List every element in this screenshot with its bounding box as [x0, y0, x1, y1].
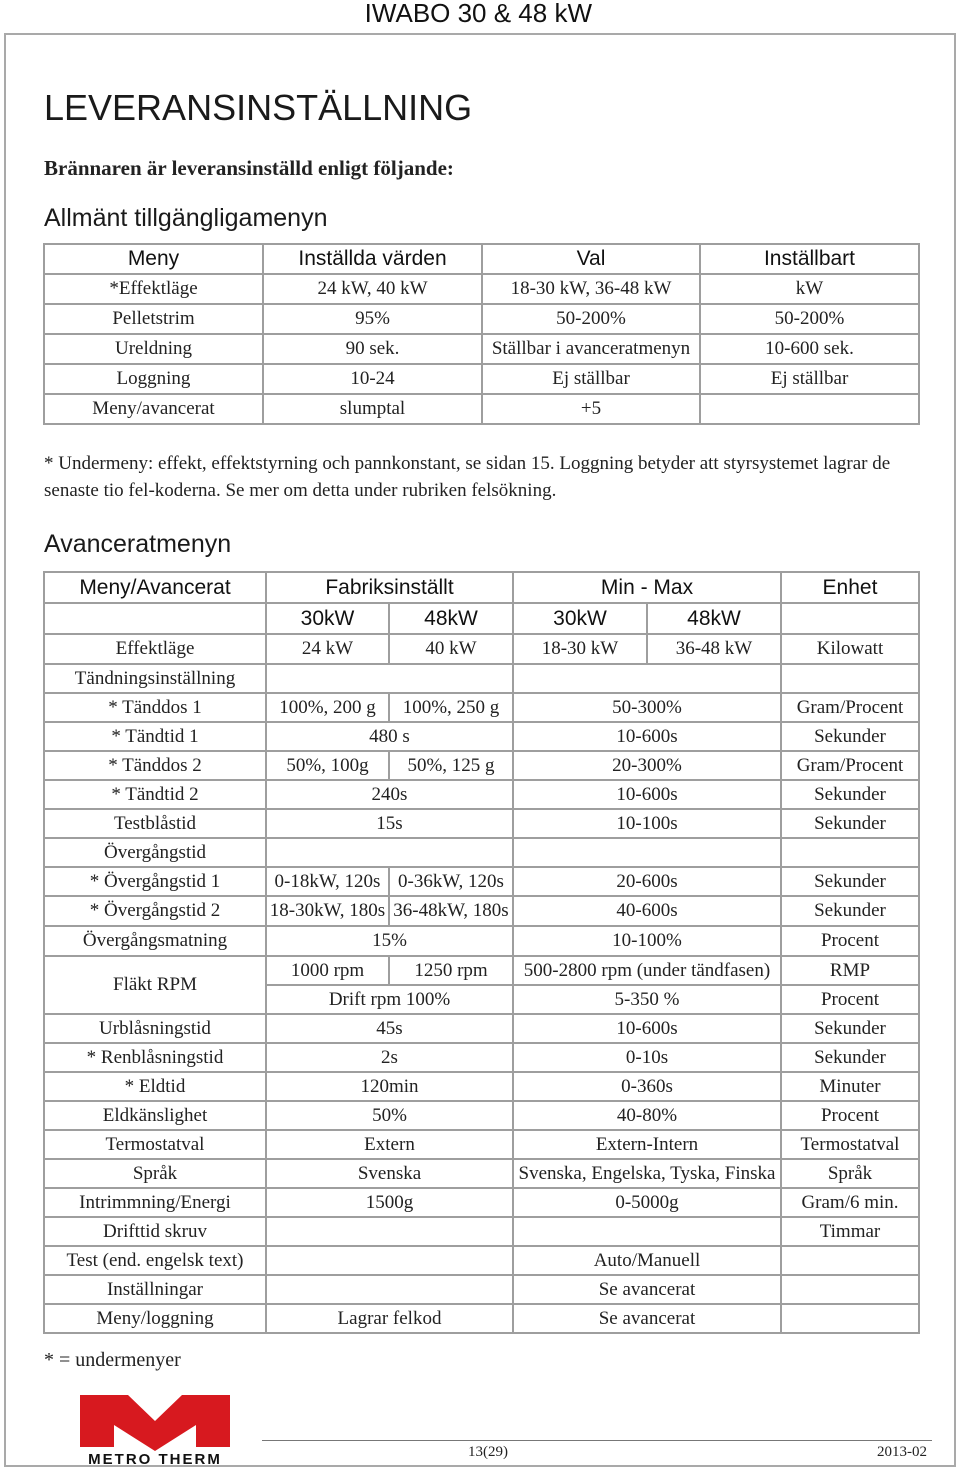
cell-factory-30: 24 kW — [266, 634, 389, 664]
cell-factory-48: 100%, 250 g — [389, 693, 513, 722]
cell-unit: Kilowatt — [781, 634, 919, 664]
empty-cell — [266, 664, 513, 693]
table-row — [44, 1130, 919, 1159]
cell-factory — [266, 1275, 513, 1304]
cell-minmax: 10-600s — [513, 1014, 781, 1043]
cell-factory-48: 0-36kW, 120s — [389, 867, 513, 896]
cell-minmax: Se avancerat — [513, 1304, 781, 1333]
cell-factory-48: 36-48kW, 180s — [389, 896, 513, 926]
cell-unit: Språk — [781, 1159, 919, 1188]
cell: 10-24 — [263, 364, 482, 394]
row-label: Intrimmning/Energi — [44, 1188, 266, 1217]
cell: slumptal — [263, 394, 482, 424]
empty-cell — [513, 838, 781, 867]
row-label: Termostatval — [44, 1130, 266, 1159]
cell-factory: 15s — [266, 809, 513, 838]
cell-unit — [781, 1304, 919, 1333]
cell-unit: Minuter — [781, 1072, 919, 1101]
cell: Meny/avancerat — [44, 394, 263, 424]
cell-factory-48: 1250 rpm — [389, 956, 513, 985]
cell-minmax: Extern-Intern — [513, 1130, 781, 1159]
row-label: Övergångstid — [44, 838, 266, 867]
table-row — [44, 304, 919, 334]
cell-minmax: Se avancerat — [513, 1275, 781, 1304]
cell-factory: Drift rpm 100% — [266, 985, 513, 1014]
cell-minmax: 50-300% — [513, 693, 781, 722]
table-row — [44, 896, 919, 926]
cell-unit: Procent — [781, 1101, 919, 1130]
table-row — [44, 364, 919, 394]
cell-factory-30: 1000 rpm — [266, 956, 389, 985]
cell-unit — [781, 1275, 919, 1304]
cell-factory: 1500g — [266, 1188, 513, 1217]
row-label: Språk — [44, 1159, 266, 1188]
cell-unit: Sekunder — [781, 1014, 919, 1043]
table-row — [44, 1014, 919, 1043]
cell-minmax: 40-80% — [513, 1101, 781, 1130]
table-row — [44, 274, 919, 304]
empty-cell — [781, 603, 919, 634]
cell-minmax: 40-600s — [513, 896, 781, 926]
cell-factory-30: 18-30kW, 180s — [266, 896, 389, 926]
row-label: * Tänddos 1 — [44, 693, 266, 722]
table-row — [44, 780, 919, 809]
table-row — [44, 334, 919, 364]
cell-unit: Procent — [781, 985, 919, 1014]
subheader-factory-48kw: 48kW — [389, 603, 513, 634]
cell: Ej ställbar — [700, 364, 919, 394]
intro-text: Brännaren är leveransinställd enligt följande: — [44, 156, 454, 180]
cell-factory: Lagrar felkod — [266, 1304, 513, 1333]
row-label: Tändningsinställning — [44, 664, 266, 693]
cell: 95% — [263, 304, 482, 334]
logo-m-shape — [80, 1395, 230, 1451]
table-row — [44, 809, 919, 838]
advanced-menu-table — [43, 571, 920, 1334]
row-label: * Tänddos 2 — [44, 751, 266, 780]
row-label: Drifttid skruv — [44, 1217, 266, 1246]
column-header-menu: Meny/Avancerat — [44, 572, 266, 603]
cell: 50-200% — [700, 304, 919, 334]
table-row — [44, 1275, 919, 1304]
table-row — [44, 751, 919, 780]
column-header-factory: Fabriksinställt — [266, 572, 513, 603]
cell-factory — [266, 1217, 513, 1246]
cell-unit: Gram/Procent — [781, 751, 919, 780]
cell-unit: Gram/Procent — [781, 693, 919, 722]
cell-minmax: 0-10s — [513, 1043, 781, 1072]
row-label: Fläkt RPM — [44, 956, 266, 1014]
cell-factory: 45s — [266, 1014, 513, 1043]
cell-factory: Svenska — [266, 1159, 513, 1188]
row-label: Testblåstid — [44, 809, 266, 838]
cell-factory-48: 50%, 125 g — [389, 751, 513, 780]
cell-unit: Gram/6 min. — [781, 1188, 919, 1217]
page-title: LEVERANSINSTÄLLNING — [44, 87, 473, 128]
cell-minmax: 0-5000g — [513, 1188, 781, 1217]
cell: +5 — [482, 394, 700, 424]
cell-minmax: Auto/Manuell — [513, 1246, 781, 1275]
cell-factory: 240s — [266, 780, 513, 809]
cell-factory: 2s — [266, 1043, 513, 1072]
row-label: Test (end. engelsk text) — [44, 1246, 266, 1275]
cell: *Effektläge — [44, 274, 263, 304]
cell-minmax-48: 36-48 kW — [647, 634, 781, 664]
row-label: Inställningar — [44, 1275, 266, 1304]
cell-minmax — [513, 1217, 781, 1246]
submenu-legend: * = undermenyer — [44, 1349, 181, 1371]
cell-unit: Sekunder — [781, 1043, 919, 1072]
table-row — [44, 1304, 919, 1333]
row-label: * Renblåsningstid — [44, 1043, 266, 1072]
row-label: Urblåsningstid — [44, 1014, 266, 1043]
footer-divider — [262, 1440, 932, 1441]
submenu-footnote: * Undermeny: effekt, effektstyrning och pannkonstant, se sidan 15. Loggning betyder att styrsystemet lagrar de senaste tio fel-koderna. Se mer om detta under rubriken felsökning. — [44, 453, 891, 501]
empty-cell — [781, 664, 919, 693]
document-header-title: IWABO 30 & 48 kW — [364, 0, 592, 28]
cell-factory: 480 s — [266, 722, 513, 751]
cell-minmax: 10-600s — [513, 722, 781, 751]
empty-cell — [44, 603, 266, 634]
table-row — [44, 956, 919, 985]
cell-factory-30: 100%, 200 g — [266, 693, 389, 722]
row-label: Eldkänslighet — [44, 1101, 266, 1130]
table-row — [44, 1043, 919, 1072]
cell-unit: Sekunder — [781, 722, 919, 751]
table-row — [44, 394, 919, 424]
cell: Loggning — [44, 364, 263, 394]
table-header-row — [44, 572, 919, 603]
row-label: Övergångsmatning — [44, 926, 266, 956]
cell-unit: Sekunder — [781, 896, 919, 926]
row-label: * Tändtid 2 — [44, 780, 266, 809]
table-row — [44, 1246, 919, 1275]
cell-unit: Termostatval — [781, 1130, 919, 1159]
cell-minmax: 10-100% — [513, 926, 781, 956]
cell-minmax: Svenska, Engelska, Tyska, Finska — [513, 1159, 781, 1188]
empty-cell — [513, 664, 781, 693]
cell-unit: RMP — [781, 956, 919, 985]
column-header: Meny — [44, 244, 263, 274]
table-row — [44, 926, 919, 956]
cell: 90 sek. — [263, 334, 482, 364]
cell-minmax: 20-300% — [513, 751, 781, 780]
section-title-general-menu: Allmänt tillgängligamenyn — [44, 204, 328, 232]
cell-minmax: 10-100s — [513, 809, 781, 838]
subheader-minmax-30kw: 30kW — [513, 603, 647, 634]
cell: Ureldning — [44, 334, 263, 364]
cell: 24 kW, 40 kW — [263, 274, 482, 304]
cell: Ej ställbar — [482, 364, 700, 394]
row-label: Meny/loggning — [44, 1304, 266, 1333]
table-row — [44, 1072, 919, 1101]
table-row — [44, 634, 919, 664]
page-number: 13(29) — [468, 1444, 508, 1460]
table-row — [44, 1101, 919, 1130]
empty-cell — [781, 838, 919, 867]
table-row — [44, 664, 919, 693]
cell: Pelletstrim — [44, 304, 263, 334]
cell-factory-30: 0-18kW, 120s — [266, 867, 389, 896]
cell-minmax: 5-350 % — [513, 985, 781, 1014]
cell: 50-200% — [482, 304, 700, 334]
cell-factory-48: 40 kW — [389, 634, 513, 664]
subheader-minmax-48kw: 48kW — [647, 603, 781, 634]
table-subheader-row — [44, 603, 919, 634]
cell: 18-30 kW, 36-48 kW — [482, 274, 700, 304]
cell — [700, 394, 919, 424]
row-label: Effektläge — [44, 634, 266, 664]
cell-minmax: 20-600s — [513, 867, 781, 896]
column-header: Inställbart — [700, 244, 919, 274]
cell-factory: 15% — [266, 926, 513, 956]
row-label: * Eldtid — [44, 1072, 266, 1101]
cell-minmax-30: 18-30 kW — [513, 634, 647, 664]
general-menu-table — [43, 243, 920, 425]
section-title-advanced-menu: Avanceratmenyn — [44, 530, 232, 558]
cell-minmax: 0-360s — [513, 1072, 781, 1101]
cell: kW — [700, 274, 919, 304]
column-header: Inställda värden — [263, 244, 482, 274]
cell-factory: 50% — [266, 1101, 513, 1130]
cell-minmax: 10-600s — [513, 780, 781, 809]
row-label: * Övergångstid 1 — [44, 867, 266, 896]
table-row — [44, 1188, 919, 1217]
table-row — [44, 693, 919, 722]
table-row — [44, 1217, 919, 1246]
cell-unit: Sekunder — [781, 867, 919, 896]
row-label: * Tändtid 1 — [44, 722, 266, 751]
cell-unit: Sekunder — [781, 780, 919, 809]
empty-cell — [266, 838, 513, 867]
column-header: Val — [482, 244, 700, 274]
cell-unit: Timmar — [781, 1217, 919, 1246]
table-row — [44, 1159, 919, 1188]
cell-factory — [266, 1246, 513, 1275]
cell: Ställbar i avanceratmenyn — [482, 334, 700, 364]
cell: 10-600 sek. — [700, 334, 919, 364]
logo-wordmark: METRO THERM — [88, 1451, 222, 1468]
table-header-row — [44, 244, 919, 274]
column-header-unit: Enhet — [781, 572, 919, 603]
column-header-minmax: Min - Max — [513, 572, 781, 603]
cell-unit: Procent — [781, 926, 919, 956]
subheader-factory-30kw: 30kW — [266, 603, 389, 634]
table-row — [44, 722, 919, 751]
table-row — [44, 867, 919, 896]
document-date: 2013-02 — [877, 1444, 927, 1460]
row-label: * Övergångstid 2 — [44, 896, 266, 926]
cell-unit — [781, 1246, 919, 1275]
cell-minmax: 500-2800 rpm (under tändfasen) — [513, 956, 781, 985]
cell-factory-30: 50%, 100g — [266, 751, 389, 780]
cell-factory: 120min — [266, 1072, 513, 1101]
table-row — [44, 838, 919, 867]
cell-unit: Sekunder — [781, 809, 919, 838]
cell-factory: Extern — [266, 1130, 513, 1159]
